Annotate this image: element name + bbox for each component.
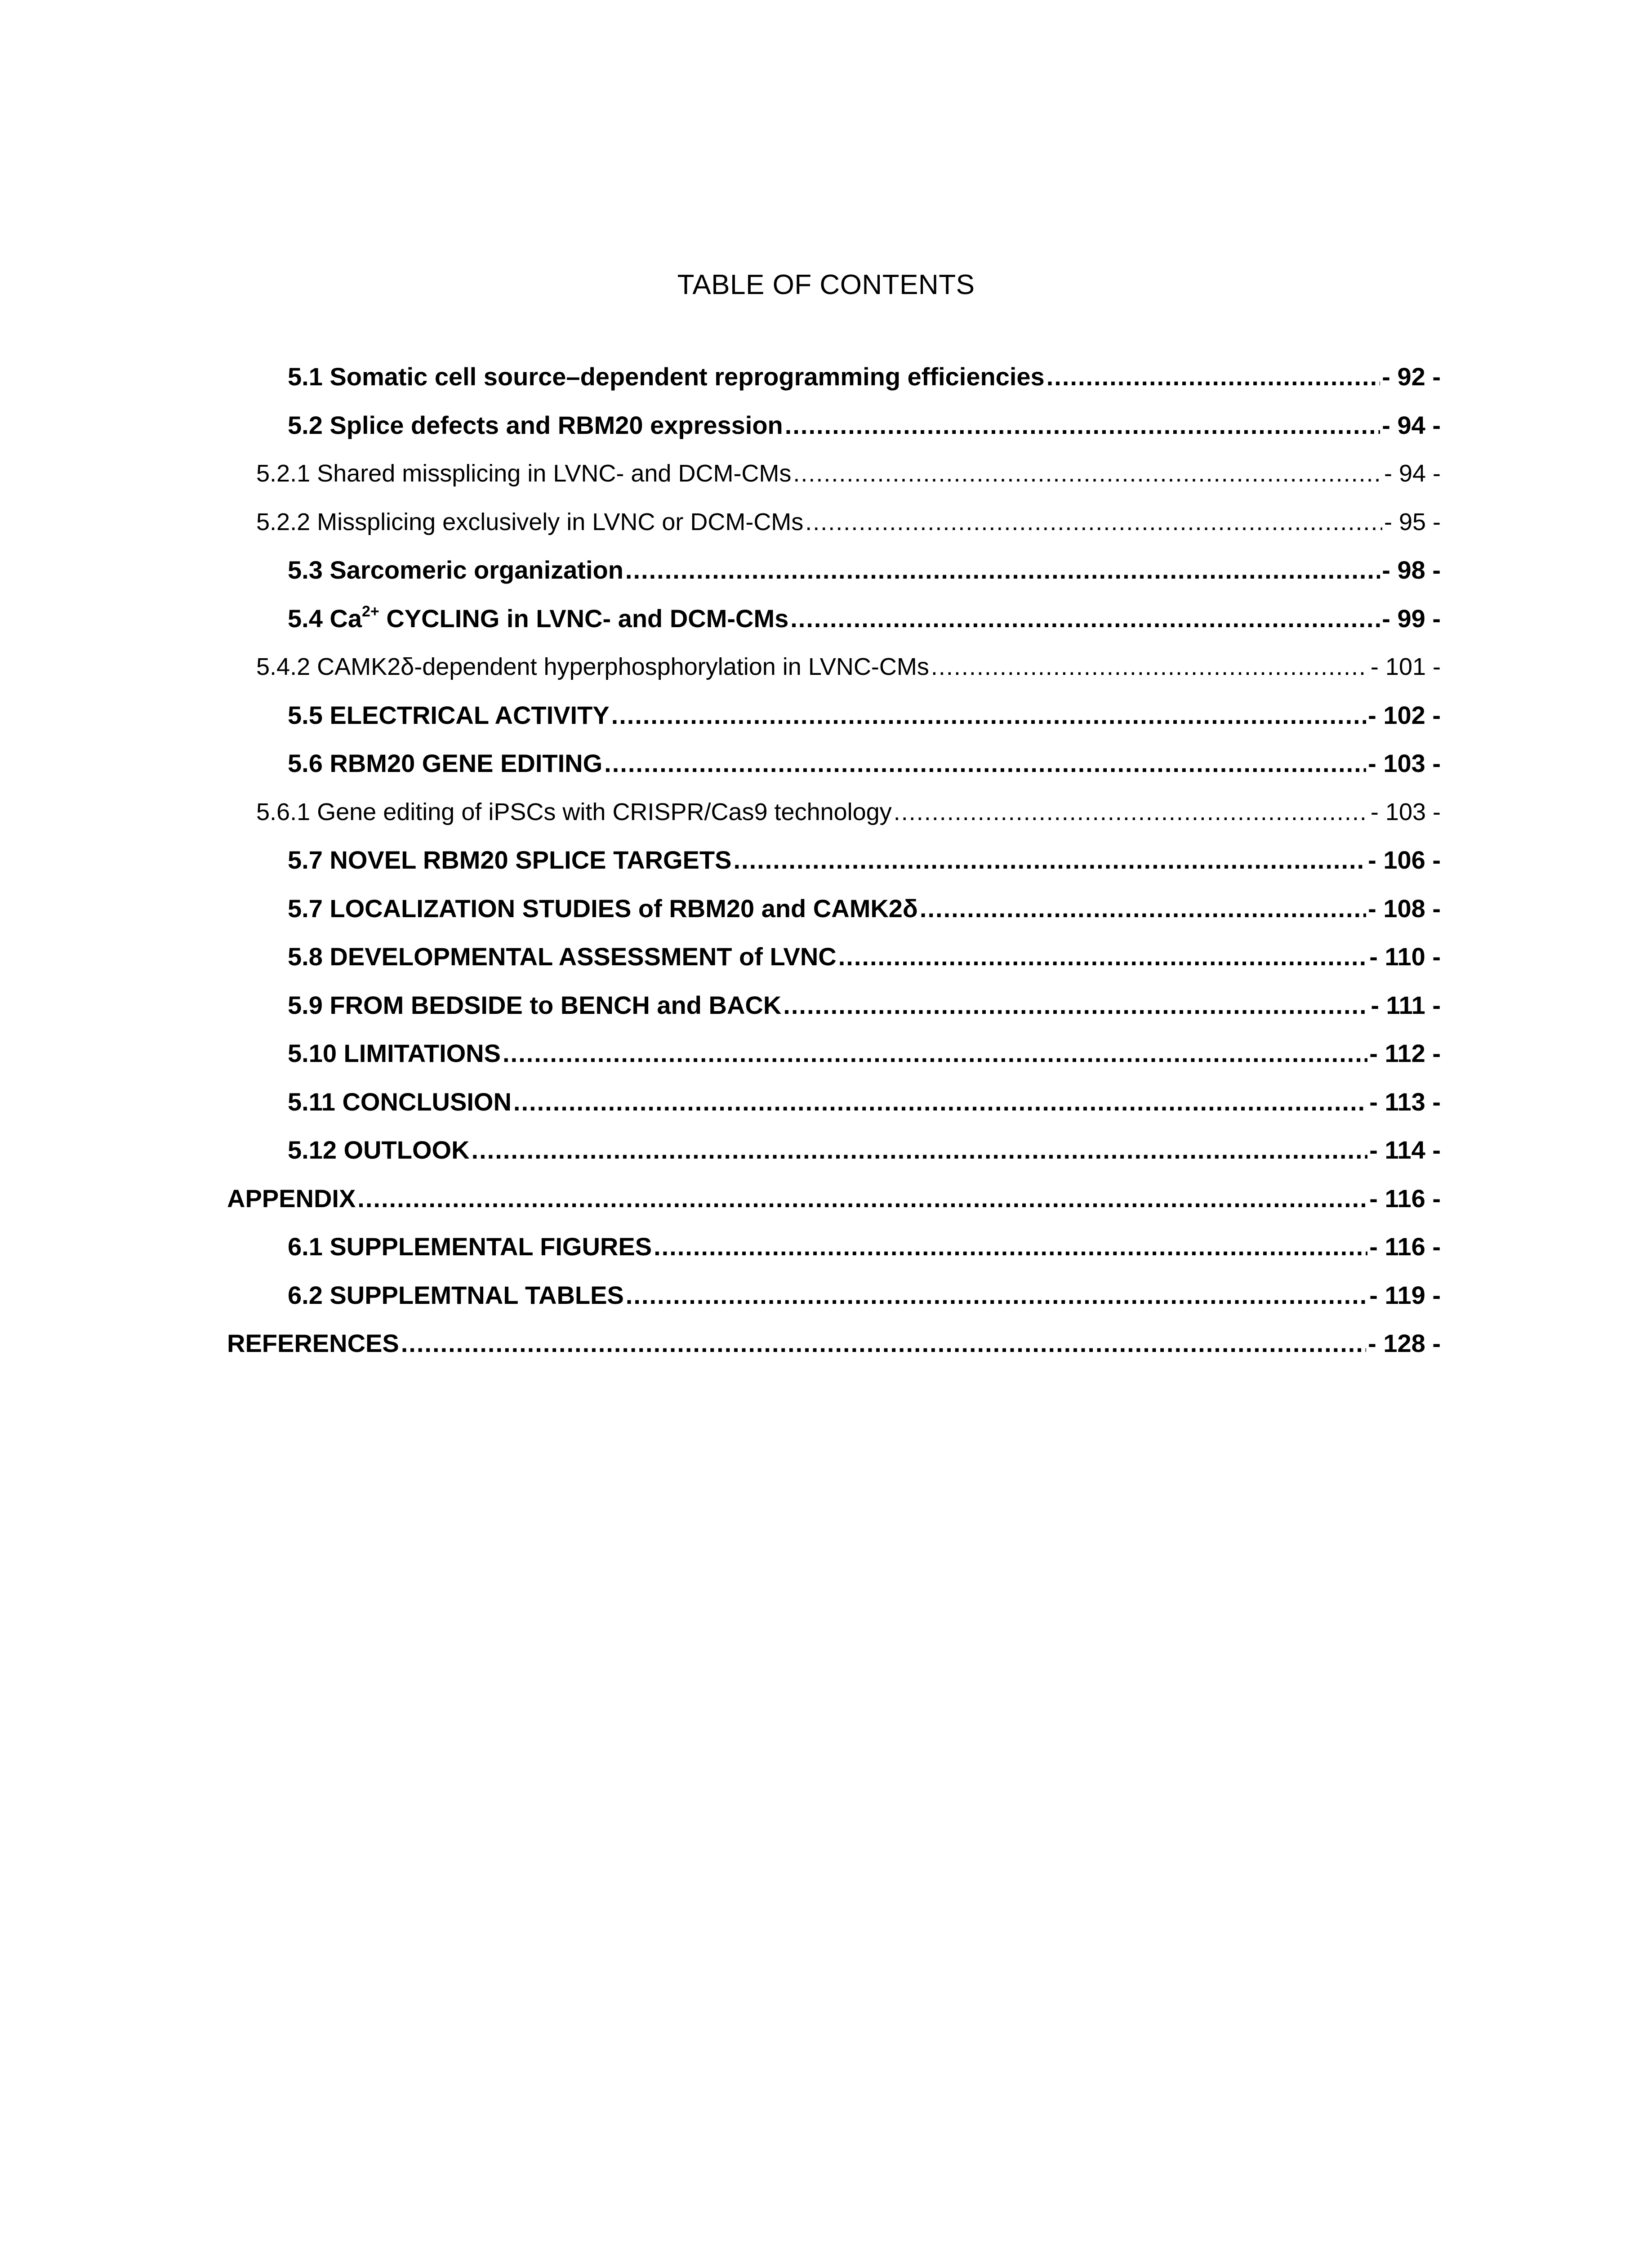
toc-entry-title	[288, 697, 610, 733]
toc-page-number: - 114 -	[1369, 1136, 1441, 1164]
toc-entry-title-text: 5.6.1 Gene editing of iPSCs with CRISPR/Cas9 technology	[256, 798, 892, 825]
toc-entry-title-text: 5.4.2 CAMK2δ-dependent hyperphosphorylation in LVNC-CMs	[256, 653, 929, 680]
toc-entry[interactable]	[288, 745, 1441, 781]
toc-entry-title	[288, 891, 918, 927]
toc-entry-title-text: 5.11 CONCLUSION	[288, 1088, 512, 1116]
toc-page-number: - 92 -	[1382, 362, 1441, 391]
toc-entry-title	[288, 1035, 501, 1071]
toc-entry[interactable]	[256, 794, 1441, 830]
toc-entry-title	[288, 407, 783, 443]
toc-page-number: - 116 -	[1369, 1232, 1441, 1261]
toc-entry-title-text: 5.5 ELECTRICAL ACTIVITY	[288, 701, 610, 729]
toc-page-number: - 128 -	[1368, 1329, 1441, 1357]
toc-entry[interactable]	[256, 504, 1441, 540]
toc-entry-title	[227, 1325, 399, 1361]
toc-entry-title-text: 5.9 FROM BEDSIDE to BENCH and BACK	[288, 991, 782, 1019]
toc-page-number: - 106 -	[1368, 846, 1441, 874]
toc-page-number: - 119 -	[1369, 1281, 1441, 1309]
toc-entry[interactable]	[288, 552, 1441, 588]
toc-entry-title-text: 5.1 Somatic cell source–dependent reprogramming efficiencies	[288, 362, 1045, 391]
toc-page-number: - 98 -	[1382, 556, 1441, 584]
toc-entry-title-text: APPENDIX	[227, 1184, 356, 1213]
toc-entry[interactable]	[288, 601, 1441, 637]
toc-dot-leader	[625, 552, 1380, 588]
toc-page-number: - 99 -	[1382, 604, 1441, 633]
toc-entry-title-text: 5.3 Sarcomeric organization	[288, 556, 623, 584]
toc-entry[interactable]	[288, 1229, 1441, 1265]
toc-entry-title	[288, 1229, 652, 1265]
toc-dot-leader	[626, 1277, 1367, 1313]
page-title: TABLE OF CONTENTS	[677, 269, 975, 300]
toc-page-number: - 101 -	[1370, 653, 1441, 680]
toc-entry-title	[227, 1181, 356, 1217]
toc-entry-title-text: 6.1 SUPPLEMENTAL FIGURES	[288, 1232, 652, 1261]
toc-entry[interactable]	[227, 1181, 1441, 1217]
toc-dot-leader	[611, 697, 1367, 733]
toc-entry-title-text: 5.2.1 Shared missplicing in LVNC- and DCM-CMs	[256, 460, 792, 487]
toc-page-number: - 111 -	[1371, 991, 1441, 1019]
toc-entry-title	[288, 745, 602, 781]
toc-entry-title-text: 5.12 OUTLOOK	[288, 1136, 470, 1164]
toc-entry-title	[256, 794, 892, 830]
toc-entry[interactable]	[256, 455, 1441, 491]
toc-entry[interactable]	[288, 1035, 1441, 1071]
toc-dot-leader	[503, 1035, 1367, 1071]
toc-page-number: - 103 -	[1368, 749, 1441, 777]
toc-entry-title-text: 5.6 RBM20 GENE EDITING	[288, 749, 603, 777]
toc-entry-title-continued: CYCLING in LVNC- and DCM-CMs	[379, 604, 789, 633]
toc-entry-title	[256, 649, 929, 685]
toc-entry-superscript: 2+	[362, 603, 379, 620]
toc-entry-title	[288, 601, 788, 637]
toc-page-number: - 103 -	[1370, 798, 1441, 825]
toc-dot-leader	[654, 1229, 1367, 1265]
toc-dot-leader	[604, 745, 1366, 781]
toc-page-number: - 95 -	[1384, 508, 1441, 535]
toc-entry-title	[288, 552, 623, 588]
toc-dot-leader	[785, 407, 1380, 443]
toc-page-number: - 110 -	[1369, 942, 1441, 971]
toc-entry-title	[288, 1277, 624, 1313]
toc-dot-leader	[920, 891, 1366, 927]
toc-dot-leader	[805, 504, 1382, 540]
toc-entry[interactable]	[227, 1325, 1441, 1361]
toc-entry-title-text: 5.2 Splice defects and RBM20 expression	[288, 411, 783, 439]
toc-entry[interactable]	[288, 407, 1441, 443]
toc-page-number: - 116 -	[1369, 1184, 1441, 1213]
toc-entry-title	[256, 455, 791, 491]
toc-dot-leader	[790, 601, 1380, 637]
toc-entry[interactable]	[288, 987, 1441, 1023]
toc-dot-leader	[733, 842, 1366, 878]
toc-dot-leader	[793, 455, 1382, 491]
toc-dot-leader	[357, 1181, 1367, 1217]
toc-page-number: - 113 -	[1369, 1088, 1441, 1116]
toc-dot-leader	[894, 794, 1369, 830]
toc-entry-title-text: 5.7 LOCALIZATION STUDIES of RBM20 and CAMK2δ	[288, 894, 918, 923]
toc-entry-title-text: 6.2 SUPPLEMTNAL TABLES	[288, 1281, 624, 1309]
toc-page-number: - 112 -	[1369, 1039, 1441, 1067]
toc-dot-leader	[1046, 359, 1380, 395]
toc-entry-title	[288, 1084, 512, 1120]
toc-dot-leader	[513, 1084, 1367, 1120]
toc-dot-leader	[783, 987, 1369, 1023]
toc-entry[interactable]	[288, 842, 1441, 878]
toc-entry-title-text: 5.7 NOVEL RBM20 SPLICE TARGETS	[288, 846, 732, 874]
toc-entry-title-text: REFERENCES	[227, 1329, 399, 1357]
toc-entry[interactable]	[288, 1084, 1441, 1120]
toc-entry-title	[288, 987, 781, 1023]
toc-dot-leader	[472, 1132, 1368, 1168]
toc-entry-title	[288, 1132, 470, 1168]
toc-dot-leader	[838, 939, 1368, 975]
toc-entry[interactable]	[288, 697, 1441, 733]
toc-page-number: - 102 -	[1368, 701, 1441, 729]
toc-entry[interactable]	[288, 1277, 1441, 1313]
toc-entry[interactable]	[256, 649, 1441, 685]
toc-entry-title-text: 5.8 DEVELOPMENTAL ASSESSMENT of LVNC	[288, 942, 837, 971]
toc-entry-title-text: 5.4 Ca	[288, 604, 362, 633]
toc-page-number: - 94 -	[1382, 411, 1441, 439]
toc-entry-title-text: 5.2.2 Missplicing exclusively in LVNC or DCM-CMs	[256, 508, 804, 535]
toc-dot-leader	[931, 649, 1369, 685]
toc-entry-title	[256, 504, 803, 540]
toc-page-number: - 94 -	[1384, 460, 1441, 487]
toc-entry[interactable]	[288, 891, 1441, 927]
toc-entry-title	[288, 842, 731, 878]
toc-entry[interactable]	[288, 939, 1441, 975]
toc-dot-leader	[401, 1325, 1366, 1361]
toc-entry-title-text: 5.10 LIMITATIONS	[288, 1039, 501, 1067]
toc-page-number: - 108 -	[1368, 894, 1441, 923]
toc-entry-title	[288, 359, 1045, 395]
toc-entry[interactable]	[288, 1132, 1441, 1168]
toc-entry[interactable]	[288, 359, 1441, 395]
toc-entry-title	[288, 939, 837, 975]
